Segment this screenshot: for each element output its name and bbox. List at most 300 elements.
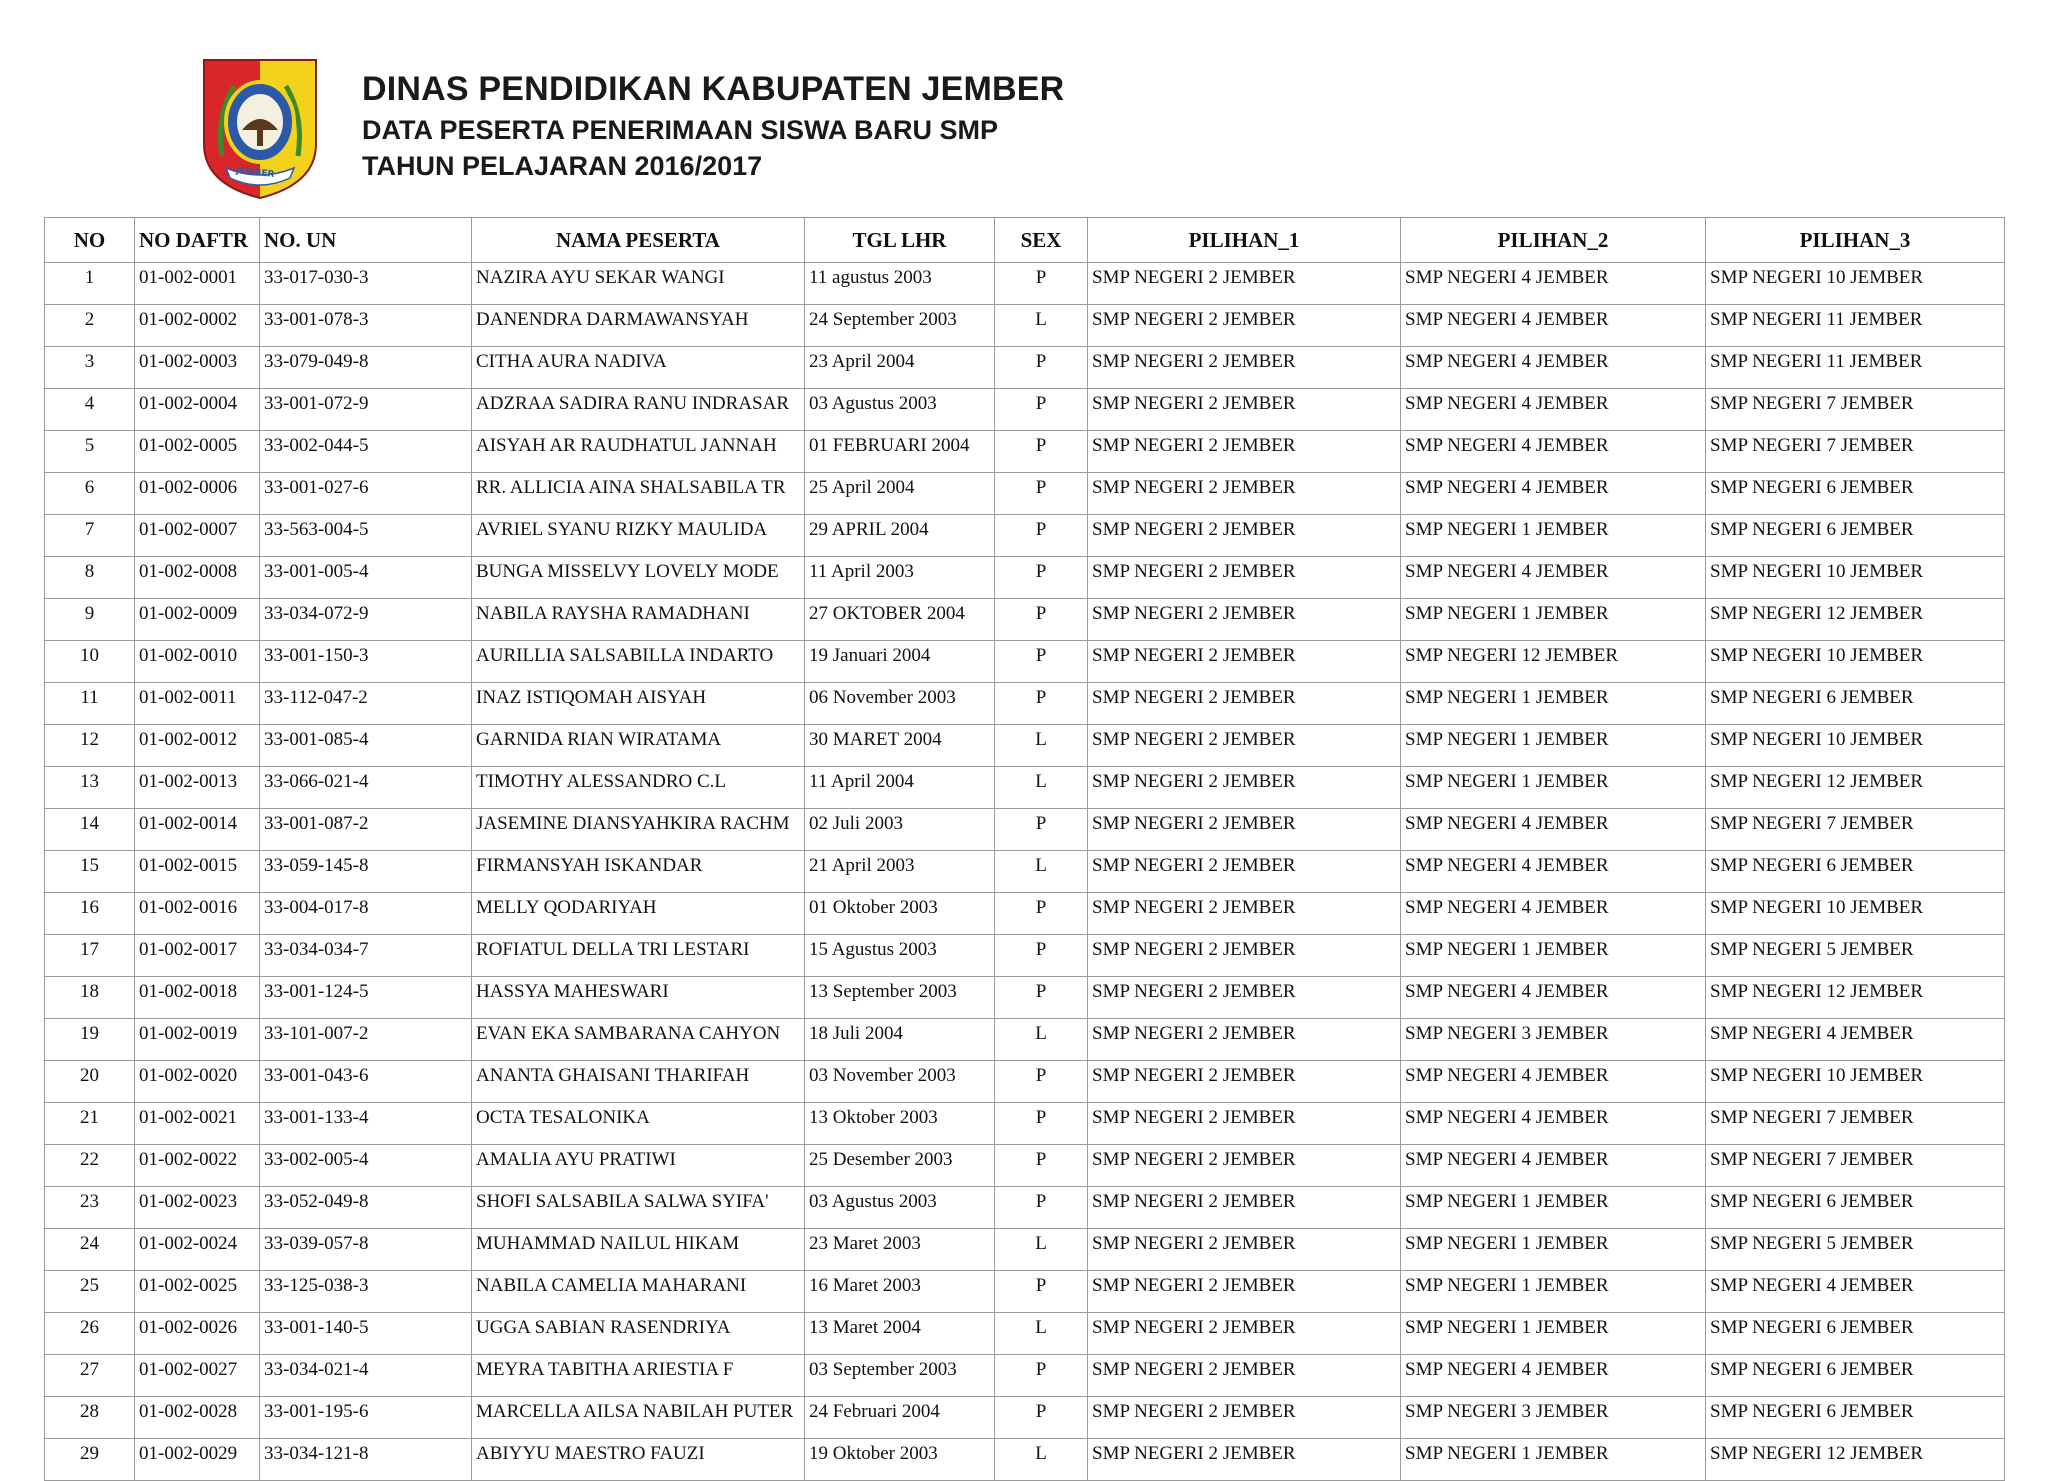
cell-no-un: 33-052-049-8 [260,1187,472,1229]
cell-no: 26 [45,1313,135,1355]
cell-pilihan-1: SMP NEGERI 2 JEMBER [1088,431,1401,473]
cell-sex: L [995,767,1088,809]
cell-nama-peserta: ROFIATUL DELLA TRI LESTARI [472,935,805,977]
cell-nama-peserta: TIMOTHY ALESSANDRO C.L [472,767,805,809]
cell-sex: L [995,1019,1088,1061]
cell-tgl-lhr: 30 MARET 2004 [805,725,995,767]
cell-no-daftr: 01-002-0012 [135,725,260,767]
cell-pilihan-1: SMP NEGERI 2 JEMBER [1088,1145,1401,1187]
cell-tgl-lhr: 03 November 2003 [805,1061,995,1103]
cell-tgl-lhr: 19 Januari 2004 [805,641,995,683]
cell-tgl-lhr: 24 Februari 2004 [805,1397,995,1439]
cell-no: 1 [45,263,135,305]
cell-pilihan-3: SMP NEGERI 11 JEMBER [1706,347,2005,389]
cell-pilihan-3: SMP NEGERI 6 JEMBER [1706,851,2005,893]
cell-nama-peserta: AISYAH AR RAUDHATUL JANNAH [472,431,805,473]
cell-tgl-lhr: 13 Oktober 2003 [805,1103,995,1145]
table-row [45,347,2005,389]
cell-pilihan-1: SMP NEGERI 2 JEMBER [1088,1397,1401,1439]
cell-no-un: 33-001-027-6 [260,473,472,515]
cell-pilihan-3: SMP NEGERI 10 JEMBER [1706,1061,2005,1103]
cell-pilihan-1: SMP NEGERI 2 JEMBER [1088,347,1401,389]
cell-tgl-lhr: 25 Desember 2003 [805,1145,995,1187]
cell-nama-peserta: MEYRA TABITHA ARIESTIA F [472,1355,805,1397]
cell-no-daftr: 01-002-0020 [135,1061,260,1103]
document-header [362,68,1064,184]
cell-no: 5 [45,431,135,473]
cell-sex: P [995,1271,1088,1313]
cell-no-un: 33-079-049-8 [260,347,472,389]
cell-sex: P [995,1355,1088,1397]
table-row [45,1355,2005,1397]
cell-sex: L [995,1313,1088,1355]
cell-pilihan-1: SMP NEGERI 2 JEMBER [1088,389,1401,431]
cell-pilihan-2: SMP NEGERI 1 JEMBER [1401,935,1706,977]
cell-no: 20 [45,1061,135,1103]
cell-tgl-lhr: 01 Oktober 2003 [805,893,995,935]
cell-tgl-lhr: 13 September 2003 [805,977,995,1019]
cell-pilihan-2: SMP NEGERI 4 JEMBER [1401,263,1706,305]
cell-pilihan-3: SMP NEGERI 10 JEMBER [1706,893,2005,935]
cell-pilihan-2: SMP NEGERI 1 JEMBER [1401,683,1706,725]
cell-no: 7 [45,515,135,557]
cell-no: 18 [45,977,135,1019]
table-row [45,1271,2005,1313]
col-header-no: NO [45,218,135,263]
cell-pilihan-2: SMP NEGERI 1 JEMBER [1401,515,1706,557]
cell-no-un: 33-001-043-6 [260,1061,472,1103]
cell-pilihan-3: SMP NEGERI 7 JEMBER [1706,1103,2005,1145]
cell-tgl-lhr: 06 November 2003 [805,683,995,725]
cell-nama-peserta: MARCELLA AILSA NABILAH PUTER [472,1397,805,1439]
cell-sex: P [995,431,1088,473]
col-header-tgl-lhr: TGL LHR [805,218,995,263]
cell-pilihan-3: SMP NEGERI 6 JEMBER [1706,473,2005,515]
cell-pilihan-2: SMP NEGERI 1 JEMBER [1401,767,1706,809]
cell-no: 27 [45,1355,135,1397]
table-row [45,473,2005,515]
cell-no-daftr: 01-002-0019 [135,1019,260,1061]
cell-sex: P [995,683,1088,725]
cell-tgl-lhr: 01 FEBRUARI 2004 [805,431,995,473]
cell-pilihan-2: SMP NEGERI 4 JEMBER [1401,851,1706,893]
jember-shield-icon [200,56,320,202]
cell-pilihan-1: SMP NEGERI 2 JEMBER [1088,263,1401,305]
cell-sex: L [995,851,1088,893]
cell-no-un: 33-101-007-2 [260,1019,472,1061]
cell-pilihan-3: SMP NEGERI 10 JEMBER [1706,725,2005,767]
cell-pilihan-3: SMP NEGERI 5 JEMBER [1706,1229,2005,1271]
cell-sex: L [995,1229,1088,1271]
cell-tgl-lhr: 25 April 2004 [805,473,995,515]
cell-tgl-lhr: 21 April 2003 [805,851,995,893]
cell-sex: P [995,641,1088,683]
cell-nama-peserta: NABILA RAYSHA RAMADHANI [472,599,805,641]
cell-no-daftr: 01-002-0016 [135,893,260,935]
cell-tgl-lhr: 23 Maret 2003 [805,1229,995,1271]
cell-pilihan-3: SMP NEGERI 7 JEMBER [1706,1145,2005,1187]
cell-pilihan-3: SMP NEGERI 12 JEMBER [1706,977,2005,1019]
cell-no-daftr: 01-002-0024 [135,1229,260,1271]
cell-nama-peserta: JASEMINE DIANSYAHKIRA RACHM [472,809,805,851]
cell-pilihan-2: SMP NEGERI 4 JEMBER [1401,977,1706,1019]
cell-no-daftr: 01-002-0009 [135,599,260,641]
cell-tgl-lhr: 16 Maret 2003 [805,1271,995,1313]
cell-no: 24 [45,1229,135,1271]
cell-pilihan-1: SMP NEGERI 2 JEMBER [1088,557,1401,599]
cell-pilihan-3: SMP NEGERI 12 JEMBER [1706,767,2005,809]
cell-pilihan-2: SMP NEGERI 4 JEMBER [1401,473,1706,515]
cell-pilihan-2: SMP NEGERI 4 JEMBER [1401,557,1706,599]
cell-pilihan-3: SMP NEGERI 7 JEMBER [1706,431,2005,473]
cell-tgl-lhr: 03 September 2003 [805,1355,995,1397]
page-subtitle: DATA PESERTA PENERIMAAN SISWA BARU SMP [362,115,999,145]
cell-no-daftr: 01-002-0002 [135,305,260,347]
cell-pilihan-2: SMP NEGERI 1 JEMBER [1401,1313,1706,1355]
cell-tgl-lhr: 19 Oktober 2003 [805,1439,995,1481]
cell-tgl-lhr: 11 agustus 2003 [805,263,995,305]
cell-pilihan-3: SMP NEGERI 6 JEMBER [1706,1187,2005,1229]
participants-table [44,217,2005,1481]
cell-pilihan-2: SMP NEGERI 4 JEMBER [1401,389,1706,431]
cell-pilihan-2: SMP NEGERI 1 JEMBER [1401,725,1706,767]
cell-sex: P [995,809,1088,851]
cell-pilihan-1: SMP NEGERI 2 JEMBER [1088,1229,1401,1271]
table-row [45,725,2005,767]
cell-pilihan-2: SMP NEGERI 3 JEMBER [1401,1019,1706,1061]
cell-nama-peserta: CITHA AURA NADIVA [472,347,805,389]
cell-tgl-lhr: 11 April 2004 [805,767,995,809]
cell-pilihan-2: SMP NEGERI 4 JEMBER [1401,1103,1706,1145]
cell-sex: L [995,305,1088,347]
cell-pilihan-3: SMP NEGERI 6 JEMBER [1706,515,2005,557]
cell-pilihan-1: SMP NEGERI 2 JEMBER [1088,809,1401,851]
col-header-pilihan-3: PILIHAN_3 [1706,218,2005,263]
cell-no-daftr: 01-002-0001 [135,263,260,305]
cell-nama-peserta: ANANTA GHAISANI THARIFAH [472,1061,805,1103]
cell-no-daftr: 01-002-0022 [135,1145,260,1187]
cell-pilihan-1: SMP NEGERI 2 JEMBER [1088,1019,1401,1061]
table-row [45,557,2005,599]
col-header-no-daftr: NO DAFTR [135,218,260,263]
cell-no-daftr: 01-002-0011 [135,683,260,725]
cell-pilihan-1: SMP NEGERI 2 JEMBER [1088,1187,1401,1229]
cell-nama-peserta: AVRIEL SYANU RIZKY MAULIDA [472,515,805,557]
cell-pilihan-3: SMP NEGERI 10 JEMBER [1706,557,2005,599]
cell-nama-peserta: RR. ALLICIA AINA SHALSABILA TR [472,473,805,515]
cell-sex: L [995,1439,1088,1481]
cell-no-un: 33-001-195-6 [260,1397,472,1439]
academic-year: TAHUN PELAJARAN 2016/2017 [362,151,763,181]
table-row [45,1061,2005,1103]
cell-pilihan-3: SMP NEGERI 12 JEMBER [1706,599,2005,641]
cell-no: 6 [45,473,135,515]
cell-pilihan-1: SMP NEGERI 2 JEMBER [1088,683,1401,725]
cell-nama-peserta: DANENDRA DARMAWANSYAH [472,305,805,347]
cell-sex: P [995,1061,1088,1103]
cell-sex: P [995,1187,1088,1229]
cell-no-un: 33-001-087-2 [260,809,472,851]
cell-nama-peserta: SHOFI SALSABILA SALWA SYIFA' [472,1187,805,1229]
cell-pilihan-2: SMP NEGERI 1 JEMBER [1401,1187,1706,1229]
cell-nama-peserta: FIRMANSYAH ISKANDAR [472,851,805,893]
cell-no: 4 [45,389,135,431]
cell-pilihan-3: SMP NEGERI 6 JEMBER [1706,1355,2005,1397]
cell-nama-peserta: AURILLIA SALSABILLA INDARTO [472,641,805,683]
cell-nama-peserta: AMALIA AYU PRATIWI [472,1145,805,1187]
cell-no-daftr: 01-002-0007 [135,515,260,557]
cell-pilihan-1: SMP NEGERI 2 JEMBER [1088,641,1401,683]
table-row [45,515,2005,557]
cell-no-daftr: 01-002-0028 [135,1397,260,1439]
cell-pilihan-3: SMP NEGERI 6 JEMBER [1706,1313,2005,1355]
cell-pilihan-1: SMP NEGERI 2 JEMBER [1088,977,1401,1019]
cell-no-un: 33-001-150-3 [260,641,472,683]
table-row [45,935,2005,977]
table-row [45,767,2005,809]
cell-sex: P [995,935,1088,977]
cell-pilihan-2: SMP NEGERI 3 JEMBER [1401,1397,1706,1439]
cell-sex: P [995,1397,1088,1439]
cell-sex: P [995,473,1088,515]
cell-nama-peserta: INAZ ISTIQOMAH AISYAH [472,683,805,725]
table-row [45,1145,2005,1187]
cell-no-daftr: 01-002-0026 [135,1313,260,1355]
cell-nama-peserta: BUNGA MISSELVY LOVELY MODE [472,557,805,599]
cell-pilihan-2: SMP NEGERI 4 JEMBER [1401,305,1706,347]
cell-no-daftr: 01-002-0027 [135,1355,260,1397]
cell-no: 14 [45,809,135,851]
cell-pilihan-2: SMP NEGERI 4 JEMBER [1401,893,1706,935]
cell-no: 19 [45,1019,135,1061]
cell-no-un: 33-001-005-4 [260,557,472,599]
cell-no-un: 33-059-145-8 [260,851,472,893]
cell-pilihan-1: SMP NEGERI 2 JEMBER [1088,1061,1401,1103]
cell-tgl-lhr: 03 Agustus 2003 [805,389,995,431]
cell-no-un: 33-004-017-8 [260,893,472,935]
cell-no-un: 33-001-140-5 [260,1313,472,1355]
cell-no-daftr: 01-002-0013 [135,767,260,809]
cell-no-un: 33-001-124-5 [260,977,472,1019]
cell-no-daftr: 01-002-0004 [135,389,260,431]
table-row [45,1019,2005,1061]
table-row [45,851,2005,893]
cell-pilihan-2: SMP NEGERI 4 JEMBER [1401,1355,1706,1397]
cell-no: 25 [45,1271,135,1313]
cell-tgl-lhr: 15 Agustus 2003 [805,935,995,977]
cell-pilihan-2: SMP NEGERI 1 JEMBER [1401,1271,1706,1313]
table-row [45,1313,2005,1355]
cell-nama-peserta: NABILA CAMELIA MAHARANI [472,1271,805,1313]
cell-no-daftr: 01-002-0021 [135,1103,260,1145]
cell-pilihan-2: SMP NEGERI 4 JEMBER [1401,1145,1706,1187]
cell-no-un: 33-001-085-4 [260,725,472,767]
cell-pilihan-2: SMP NEGERI 12 JEMBER [1401,641,1706,683]
cell-pilihan-3: SMP NEGERI 7 JEMBER [1706,809,2005,851]
cell-pilihan-2: SMP NEGERI 4 JEMBER [1401,1061,1706,1103]
cell-sex: P [995,977,1088,1019]
cell-nama-peserta: ABIYYU MAESTRO FAUZI [472,1439,805,1481]
cell-no: 2 [45,305,135,347]
col-header-no-un: NO. UN [260,218,472,263]
cell-pilihan-3: SMP NEGERI 11 JEMBER [1706,305,2005,347]
table-row [45,599,2005,641]
table-row [45,809,2005,851]
col-header-sex: SEX [995,218,1088,263]
cell-sex: P [995,599,1088,641]
cell-nama-peserta: MUHAMMAD NAILUL HIKAM [472,1229,805,1271]
cell-pilihan-3: SMP NEGERI 5 JEMBER [1706,935,2005,977]
table-row [45,977,2005,1019]
cell-no-un: 33-034-034-7 [260,935,472,977]
cell-pilihan-1: SMP NEGERI 2 JEMBER [1088,767,1401,809]
cell-pilihan-3: SMP NEGERI 6 JEMBER [1706,1397,2005,1439]
cell-nama-peserta: ADZRAA SADIRA RANU INDRASAR [472,389,805,431]
table-row [45,893,2005,935]
cell-pilihan-1: SMP NEGERI 2 JEMBER [1088,1271,1401,1313]
cell-no: 16 [45,893,135,935]
cell-no-un: 33-017-030-3 [260,263,472,305]
cell-tgl-lhr: 13 Maret 2004 [805,1313,995,1355]
cell-nama-peserta: EVAN EKA SAMBARANA CAHYON [472,1019,805,1061]
jember-regency-logo [200,56,320,202]
cell-no-un: 33-034-121-8 [260,1439,472,1481]
cell-no: 28 [45,1397,135,1439]
cell-pilihan-1: SMP NEGERI 2 JEMBER [1088,851,1401,893]
cell-pilihan-3: SMP NEGERI 6 JEMBER [1706,683,2005,725]
cell-tgl-lhr: 11 April 2003 [805,557,995,599]
cell-no-daftr: 01-002-0005 [135,431,260,473]
cell-no-daftr: 01-002-0023 [135,1187,260,1229]
cell-pilihan-3: SMP NEGERI 7 JEMBER [1706,389,2005,431]
cell-tgl-lhr: 24 September 2003 [805,305,995,347]
cell-nama-peserta: NAZIRA AYU SEKAR WANGI [472,263,805,305]
table-row [45,1397,2005,1439]
cell-pilihan-2: SMP NEGERI 1 JEMBER [1401,1229,1706,1271]
cell-no-daftr: 01-002-0014 [135,809,260,851]
cell-pilihan-2: SMP NEGERI 1 JEMBER [1401,599,1706,641]
cell-no-daftr: 01-002-0015 [135,851,260,893]
cell-no-un: 33-002-044-5 [260,431,472,473]
table-row [45,263,2005,305]
cell-pilihan-1: SMP NEGERI 2 JEMBER [1088,1439,1401,1481]
cell-pilihan-2: SMP NEGERI 4 JEMBER [1401,431,1706,473]
col-header-pilihan-2: PILIHAN_2 [1401,218,1706,263]
cell-no-un: 33-066-021-4 [260,767,472,809]
cell-no: 23 [45,1187,135,1229]
cell-no-un: 33-563-004-5 [260,515,472,557]
cell-tgl-lhr: 23 April 2004 [805,347,995,389]
cell-no-un: 33-125-038-3 [260,1271,472,1313]
cell-tgl-lhr: 03 Agustus 2003 [805,1187,995,1229]
cell-sex: P [995,893,1088,935]
cell-tgl-lhr: 27 OKTOBER 2004 [805,599,995,641]
cell-pilihan-1: SMP NEGERI 2 JEMBER [1088,599,1401,641]
cell-sex: P [995,1103,1088,1145]
logo-banner-text: JEMBER [235,166,275,180]
table-row [45,389,2005,431]
table-row [45,683,2005,725]
cell-nama-peserta: HASSYA MAHESWARI [472,977,805,1019]
cell-no-daftr: 01-002-0010 [135,641,260,683]
cell-nama-peserta: OCTA TESALONIKA [472,1103,805,1145]
cell-no-un: 33-002-005-4 [260,1145,472,1187]
cell-pilihan-1: SMP NEGERI 2 JEMBER [1088,1355,1401,1397]
cell-no-daftr: 01-002-0017 [135,935,260,977]
cell-no: 9 [45,599,135,641]
table-row [45,431,2005,473]
col-header-nama-peserta: NAMA PESERTA [472,218,805,263]
cell-pilihan-1: SMP NEGERI 2 JEMBER [1088,473,1401,515]
cell-no-un: 33-034-021-4 [260,1355,472,1397]
cell-sex: P [995,389,1088,431]
cell-no-daftr: 01-002-0018 [135,977,260,1019]
cell-no: 15 [45,851,135,893]
cell-sex: P [995,263,1088,305]
cell-no-un: 33-034-072-9 [260,599,472,641]
cell-sex: L [995,725,1088,767]
cell-nama-peserta: GARNIDA RIAN WIRATAMA [472,725,805,767]
cell-sex: P [995,1145,1088,1187]
cell-no: 17 [45,935,135,977]
cell-pilihan-1: SMP NEGERI 2 JEMBER [1088,305,1401,347]
cell-pilihan-3: SMP NEGERI 12 JEMBER [1706,1439,2005,1481]
table-row [45,1103,2005,1145]
cell-no-daftr: 01-002-0025 [135,1271,260,1313]
cell-tgl-lhr: 18 Juli 2004 [805,1019,995,1061]
cell-pilihan-1: SMP NEGERI 2 JEMBER [1088,725,1401,767]
cell-no: 11 [45,683,135,725]
table-row [45,305,2005,347]
cell-pilihan-1: SMP NEGERI 2 JEMBER [1088,893,1401,935]
table-row [45,1187,2005,1229]
table-body [45,263,2005,1481]
cell-tgl-lhr: 02 Juli 2003 [805,809,995,851]
cell-no: 10 [45,641,135,683]
col-header-pilihan-1: PILIHAN_1 [1088,218,1401,263]
cell-pilihan-1: SMP NEGERI 2 JEMBER [1088,1103,1401,1145]
cell-no: 29 [45,1439,135,1481]
cell-nama-peserta: MELLY QODARIYAH [472,893,805,935]
cell-sex: P [995,347,1088,389]
cell-no-un: 33-039-057-8 [260,1229,472,1271]
cell-pilihan-3: SMP NEGERI 10 JEMBER [1706,641,2005,683]
table-header-row [45,218,2005,263]
cell-no: 22 [45,1145,135,1187]
cell-no-un: 33-112-047-2 [260,683,472,725]
page-title: DINAS PENDIDIKAN KABUPATEN JEMBER [362,70,1065,108]
table-row [45,1439,2005,1481]
cell-no-un: 33-001-133-4 [260,1103,472,1145]
cell-tgl-lhr: 29 APRIL 2004 [805,515,995,557]
cell-pilihan-1: SMP NEGERI 2 JEMBER [1088,935,1401,977]
table-row [45,641,2005,683]
cell-no: 8 [45,557,135,599]
cell-no-daftr: 01-002-0006 [135,473,260,515]
cell-pilihan-2: SMP NEGERI 1 JEMBER [1401,1439,1706,1481]
cell-no-daftr: 01-002-0029 [135,1439,260,1481]
cell-no: 21 [45,1103,135,1145]
cell-pilihan-1: SMP NEGERI 2 JEMBER [1088,1313,1401,1355]
cell-pilihan-3: SMP NEGERI 10 JEMBER [1706,263,2005,305]
cell-no-un: 33-001-078-3 [260,305,472,347]
cell-no: 12 [45,725,135,767]
cell-nama-peserta: UGGA SABIAN RASENDRIYA [472,1313,805,1355]
cell-no-daftr: 01-002-0003 [135,347,260,389]
cell-pilihan-2: SMP NEGERI 4 JEMBER [1401,347,1706,389]
cell-pilihan-3: SMP NEGERI 4 JEMBER [1706,1271,2005,1313]
cell-no-un: 33-001-072-9 [260,389,472,431]
